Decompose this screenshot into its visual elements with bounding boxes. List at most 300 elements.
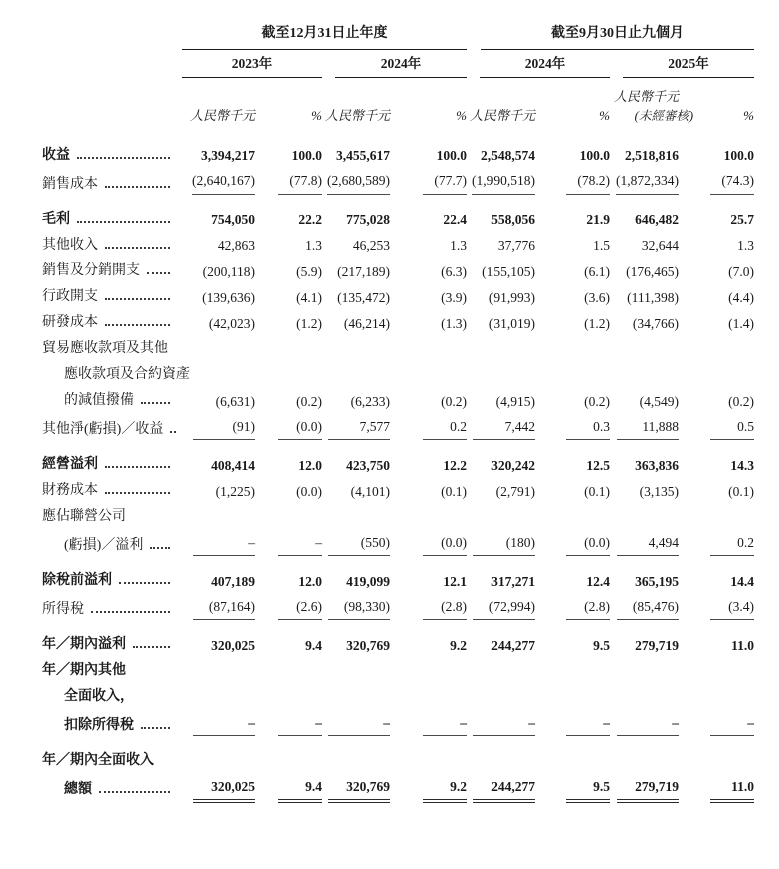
cell-text: (1,872,334) [616, 172, 679, 194]
cell-value [182, 683, 255, 709]
unit-header [182, 80, 255, 126]
cell-text: 646,482 [635, 212, 679, 228]
cell-text: (1.4) [728, 315, 754, 331]
cell-value [610, 335, 679, 361]
cell-value [182, 197, 255, 232]
cell-value [467, 593, 535, 622]
cell-value [610, 709, 679, 738]
cell-value [467, 335, 535, 361]
cell-pct [255, 127, 322, 168]
cell-text: 244,277 [491, 637, 535, 653]
cell-text: (3.9) [441, 289, 467, 305]
cell-text: 0.5 [710, 418, 754, 440]
cell-value [467, 529, 535, 558]
cell-text: – [328, 714, 390, 736]
cell-value [182, 477, 255, 503]
cell-pct [390, 477, 467, 503]
cell-pct [535, 387, 610, 413]
cell-pct [679, 477, 754, 503]
row-label [42, 738, 182, 773]
cell-text: 100.0 [579, 148, 610, 164]
cell-text: 408,414 [211, 457, 255, 473]
cell-text: – [617, 714, 679, 736]
cell-pct [535, 127, 610, 168]
table-row [42, 442, 754, 477]
row-label-text: 銷售成本 [42, 176, 98, 192]
cell-text: (77.7) [423, 172, 467, 194]
cell-value [610, 309, 679, 335]
cell-text: 12.1 [443, 573, 467, 589]
period-group-header [467, 20, 754, 50]
cell-text: 1.5 [593, 238, 610, 254]
cell-value [182, 257, 255, 283]
row-label [42, 503, 182, 529]
cell-value [182, 413, 255, 442]
cell-value [182, 283, 255, 309]
cell-text: – [566, 714, 610, 736]
cell-text: 2,518,816 [625, 148, 679, 164]
cell-text: 9.4 [305, 637, 322, 653]
cell-pct [679, 283, 754, 309]
cell-pct [390, 503, 467, 529]
cell-pct [535, 593, 610, 622]
cell-value [610, 622, 679, 657]
dot-leader [77, 156, 170, 159]
cell-pct [255, 503, 322, 529]
cell-pct [679, 387, 754, 413]
cell-value [610, 657, 679, 683]
cell-text: 1.3 [305, 238, 322, 254]
cell-text: 0.2 [423, 418, 467, 440]
row-label [42, 413, 182, 442]
cell-pct [535, 309, 610, 335]
cell-text: (1.2) [296, 315, 322, 331]
unit-label: 人民幣千元 [189, 107, 255, 123]
cell-text: (0.1) [584, 483, 610, 499]
cell-value [182, 529, 255, 558]
cell-pct [535, 335, 610, 361]
cell-value [182, 657, 255, 683]
unit-label: 人民幣千元 [469, 107, 535, 123]
row-label [42, 709, 182, 738]
cell-pct [679, 657, 754, 683]
cell-text: (0.2) [296, 393, 322, 409]
cell-text: (2.8) [423, 598, 467, 620]
table-row [42, 309, 754, 335]
cell-text: 3,394,217 [201, 148, 255, 164]
cell-pct [255, 529, 322, 558]
cell-pct [679, 361, 754, 387]
cell-value [182, 387, 255, 413]
table-row [42, 167, 754, 196]
row-label-text: 研發成本 [42, 315, 98, 331]
cell-value [322, 657, 390, 683]
percent-header: % [599, 107, 610, 123]
cell-value [322, 413, 390, 442]
cell-value [467, 558, 535, 593]
row-label-text: 銷售及分銷開支 [42, 263, 140, 279]
cell-value [322, 335, 390, 361]
row-label [42, 773, 182, 802]
cell-value [182, 335, 255, 361]
dot-leader [141, 401, 170, 404]
row-label-text: 其他收入 [42, 237, 98, 253]
year-header [182, 50, 322, 80]
cell-value [322, 283, 390, 309]
cell-text: (77.8) [278, 172, 322, 194]
cell-text: 754,050 [211, 212, 255, 228]
cell-pct [535, 232, 610, 258]
cell-value [610, 283, 679, 309]
cell-value [322, 232, 390, 258]
cell-pct [255, 657, 322, 683]
cell-text: 244,277 [473, 778, 535, 800]
cell-text: 7,577 [328, 418, 390, 440]
cell-text: (139,636) [202, 289, 255, 305]
cell-pct [679, 773, 754, 802]
cell-text: (0.0) [423, 534, 467, 556]
cell-text: (42,023) [208, 315, 255, 331]
cell-text: 7,442 [473, 418, 535, 440]
cell-pct [535, 683, 610, 709]
period-group-title: 截至9月30日止九個月 [481, 25, 754, 50]
cell-pct [535, 283, 610, 309]
cell-pct [390, 257, 467, 283]
cell-text: 14.3 [730, 457, 754, 473]
cell-text: (7.0) [728, 264, 754, 280]
unit-label: 人民幣千元 [613, 89, 679, 105]
cell-value [322, 683, 390, 709]
period-group-title: 截至12月31日止年度 [182, 25, 467, 50]
cell-text: 12.0 [298, 573, 322, 589]
cell-text: 363,836 [635, 457, 679, 473]
row-label [42, 197, 182, 232]
cell-pct [390, 413, 467, 442]
table-row [42, 529, 754, 558]
cell-value [322, 529, 390, 558]
cell-text: 9.2 [423, 778, 467, 800]
cell-text: 9.2 [450, 637, 467, 653]
dot-leader [147, 271, 170, 274]
cell-text: 11.0 [731, 637, 754, 653]
header-row-units [42, 80, 754, 126]
year-header [610, 50, 754, 80]
cell-text: (78.2) [566, 172, 610, 194]
cell-text: (5.9) [296, 264, 322, 280]
cell-value [322, 709, 390, 738]
cell-pct [390, 593, 467, 622]
cell-value [322, 309, 390, 335]
cell-pct [535, 361, 610, 387]
cell-pct [535, 773, 610, 802]
cell-text: – [710, 714, 754, 736]
cell-pct [390, 283, 467, 309]
year-label: 2023年 [182, 55, 322, 78]
row-label-text: 毛利 [42, 211, 70, 227]
row-label [42, 167, 182, 196]
cell-pct [390, 709, 467, 738]
cell-value [182, 309, 255, 335]
cell-value [322, 593, 390, 622]
table-row [42, 361, 754, 387]
cell-value [467, 773, 535, 802]
cell-text: (2.8) [566, 598, 610, 620]
cell-text: 32,644 [641, 238, 679, 254]
cell-text: 100.0 [436, 148, 467, 164]
cell-text: 37,776 [497, 238, 535, 254]
row-label [42, 442, 182, 477]
cell-value [182, 709, 255, 738]
percent-header: % [743, 107, 754, 123]
cell-value [610, 529, 679, 558]
cell-value [610, 387, 679, 413]
table-row [42, 283, 754, 309]
unit-label: 人民幣千元 [324, 107, 390, 123]
cell-pct [535, 738, 610, 773]
cell-text: 3,455,617 [336, 148, 390, 164]
row-label [42, 283, 182, 309]
cell-value [182, 773, 255, 802]
cell-value [467, 503, 535, 529]
cell-value [322, 503, 390, 529]
cell-text: (4,549) [639, 393, 679, 409]
cell-value [467, 127, 535, 168]
cell-value [322, 167, 390, 196]
cell-value [322, 197, 390, 232]
row-label-text: 財務成本 [42, 482, 98, 498]
dot-leader [77, 220, 170, 223]
cell-pct [255, 593, 322, 622]
cell-pct [679, 167, 754, 196]
header-row-periods [42, 20, 754, 50]
cell-pct [255, 283, 322, 309]
cell-pct [255, 442, 322, 477]
cell-text: (0.2) [441, 393, 467, 409]
cell-text: (6.3) [441, 264, 467, 280]
cell-pct [255, 361, 322, 387]
cell-pct [255, 622, 322, 657]
cell-text: 423,750 [346, 457, 390, 473]
row-label-text: 除稅前溢利 [42, 572, 112, 588]
dot-leader [105, 323, 170, 326]
cell-text: 100.0 [723, 148, 754, 164]
cell-text: 12.4 [586, 573, 610, 589]
cell-text: 11,888 [617, 418, 679, 440]
row-label [42, 593, 182, 622]
cell-value [610, 361, 679, 387]
cell-pct [255, 309, 322, 335]
cell-value [610, 558, 679, 593]
cell-value [182, 361, 255, 387]
cell-value [610, 477, 679, 503]
cell-text: 46,253 [352, 238, 390, 254]
cell-pct [390, 361, 467, 387]
cell-pct [679, 335, 754, 361]
year-header [467, 50, 610, 80]
cell-text: (2,640,167) [192, 172, 255, 194]
cell-pct [535, 558, 610, 593]
cell-value [467, 709, 535, 738]
unaudited-note: (未經審核) [634, 108, 693, 123]
cell-value [322, 773, 390, 802]
cell-pct [679, 309, 754, 335]
row-label-text: 應佔聯營公司 [42, 508, 126, 524]
cell-value [467, 657, 535, 683]
cell-pct [255, 413, 322, 442]
cell-text: (6,631) [215, 393, 255, 409]
row-label-text: 年／期內溢利 [42, 636, 126, 652]
header-spacer [42, 20, 182, 50]
cell-text: (2,791) [495, 483, 535, 499]
cell-text: – [278, 714, 322, 736]
table-row [42, 257, 754, 283]
cell-text: 558,056 [491, 212, 535, 228]
cell-pct [390, 387, 467, 413]
cell-pct [679, 413, 754, 442]
cell-text: 14.4 [730, 573, 754, 589]
cell-text: (91) [193, 418, 255, 440]
cell-pct [255, 335, 322, 361]
cell-value [467, 683, 535, 709]
cell-pct [535, 413, 610, 442]
header-spacer [42, 50, 182, 80]
row-label [42, 309, 182, 335]
cell-value [322, 361, 390, 387]
cell-value [182, 167, 255, 196]
cell-pct [255, 738, 322, 773]
cell-text: (4.4) [728, 289, 754, 305]
cell-text: (111,398) [627, 289, 679, 305]
year-header [322, 50, 467, 80]
row-label-text: 行政開支 [42, 289, 98, 305]
cell-text: (0.1) [728, 483, 754, 499]
table-row [42, 477, 754, 503]
cell-pct [390, 309, 467, 335]
cell-pct [255, 257, 322, 283]
cell-text: (46,214) [343, 315, 390, 331]
cell-value [322, 442, 390, 477]
header-spacer [42, 80, 182, 126]
cell-text: 320,025 [211, 637, 255, 653]
cell-pct [390, 197, 467, 232]
cell-text: (0.2) [728, 393, 754, 409]
cell-pct [679, 593, 754, 622]
row-label-text: 全面收入， [64, 688, 134, 704]
cell-text: 775,028 [346, 212, 390, 228]
table-row [42, 232, 754, 258]
cell-pct [255, 477, 322, 503]
cell-text: 21.9 [586, 212, 610, 228]
cell-pct [679, 683, 754, 709]
cell-value [467, 387, 535, 413]
cell-value [322, 127, 390, 168]
row-label-text: 收益 [42, 147, 70, 163]
cell-text: 0.3 [566, 418, 610, 440]
cell-text: 22.4 [443, 212, 467, 228]
row-label-text: 貿易應收款項及其他 [42, 341, 168, 357]
cell-text: 320,769 [328, 778, 390, 800]
row-label [42, 127, 182, 168]
cell-value [182, 622, 255, 657]
dot-leader [141, 726, 170, 729]
table-row [42, 197, 754, 232]
cell-value [610, 503, 679, 529]
cell-pct [679, 558, 754, 593]
cell-text: (0.1) [441, 483, 467, 499]
cell-value [610, 593, 679, 622]
cell-pct [390, 442, 467, 477]
cell-value [322, 738, 390, 773]
cell-text: 1.3 [450, 238, 467, 254]
cell-text: (87,164) [193, 598, 255, 620]
table-row [42, 657, 754, 683]
cell-text: 0.2 [710, 534, 754, 556]
cell-value [182, 593, 255, 622]
cell-pct [255, 709, 322, 738]
cell-text: – [193, 534, 255, 556]
table-row [42, 683, 754, 709]
cell-value [610, 167, 679, 196]
cell-pct [390, 738, 467, 773]
header-row-years [42, 50, 754, 80]
cell-value [182, 558, 255, 593]
cell-pct [535, 442, 610, 477]
cell-pct [390, 622, 467, 657]
cell-pct [255, 683, 322, 709]
row-label-text: 年／期內全面收入 [42, 752, 154, 768]
cell-text: (135,472) [337, 289, 390, 305]
year-label: 2024年 [335, 55, 467, 78]
cell-pct [390, 232, 467, 258]
table-row [42, 622, 754, 657]
cell-text: 9.5 [593, 637, 610, 653]
cell-pct [390, 127, 467, 168]
unit-header [467, 80, 535, 126]
cell-text: (3,135) [639, 483, 679, 499]
cell-text: (1,225) [215, 483, 255, 499]
cell-value [467, 361, 535, 387]
cell-pct [535, 257, 610, 283]
cell-value [467, 477, 535, 503]
cell-text: 12.0 [298, 457, 322, 473]
cell-text: (6,233) [350, 393, 390, 409]
cell-value [322, 558, 390, 593]
cell-text: – [473, 714, 535, 736]
cell-text: 100.0 [291, 148, 322, 164]
cell-value [467, 413, 535, 442]
dot-leader [91, 610, 170, 613]
row-label-text: 扣除所得稅 [64, 717, 134, 733]
year-label: 2025年 [623, 55, 754, 78]
cell-value [467, 738, 535, 773]
cell-text: (0.2) [584, 393, 610, 409]
cell-text: (74.3) [710, 172, 754, 194]
cell-text: (0.0) [278, 418, 322, 440]
cell-pct [679, 738, 754, 773]
dot-leader [99, 790, 170, 793]
cell-pct [390, 167, 467, 196]
cell-text: (4,915) [495, 393, 535, 409]
row-label-text: 應收款項及合約資產 [64, 366, 190, 382]
cell-text: (85,476) [617, 598, 679, 620]
cell-value [182, 232, 255, 258]
cell-text: (4.1) [296, 289, 322, 305]
cell-text: 2,548,574 [481, 148, 535, 164]
income-statement-table [42, 20, 754, 802]
dot-leader [119, 581, 170, 584]
cell-pct [679, 529, 754, 558]
cell-text: (3.4) [710, 598, 754, 620]
